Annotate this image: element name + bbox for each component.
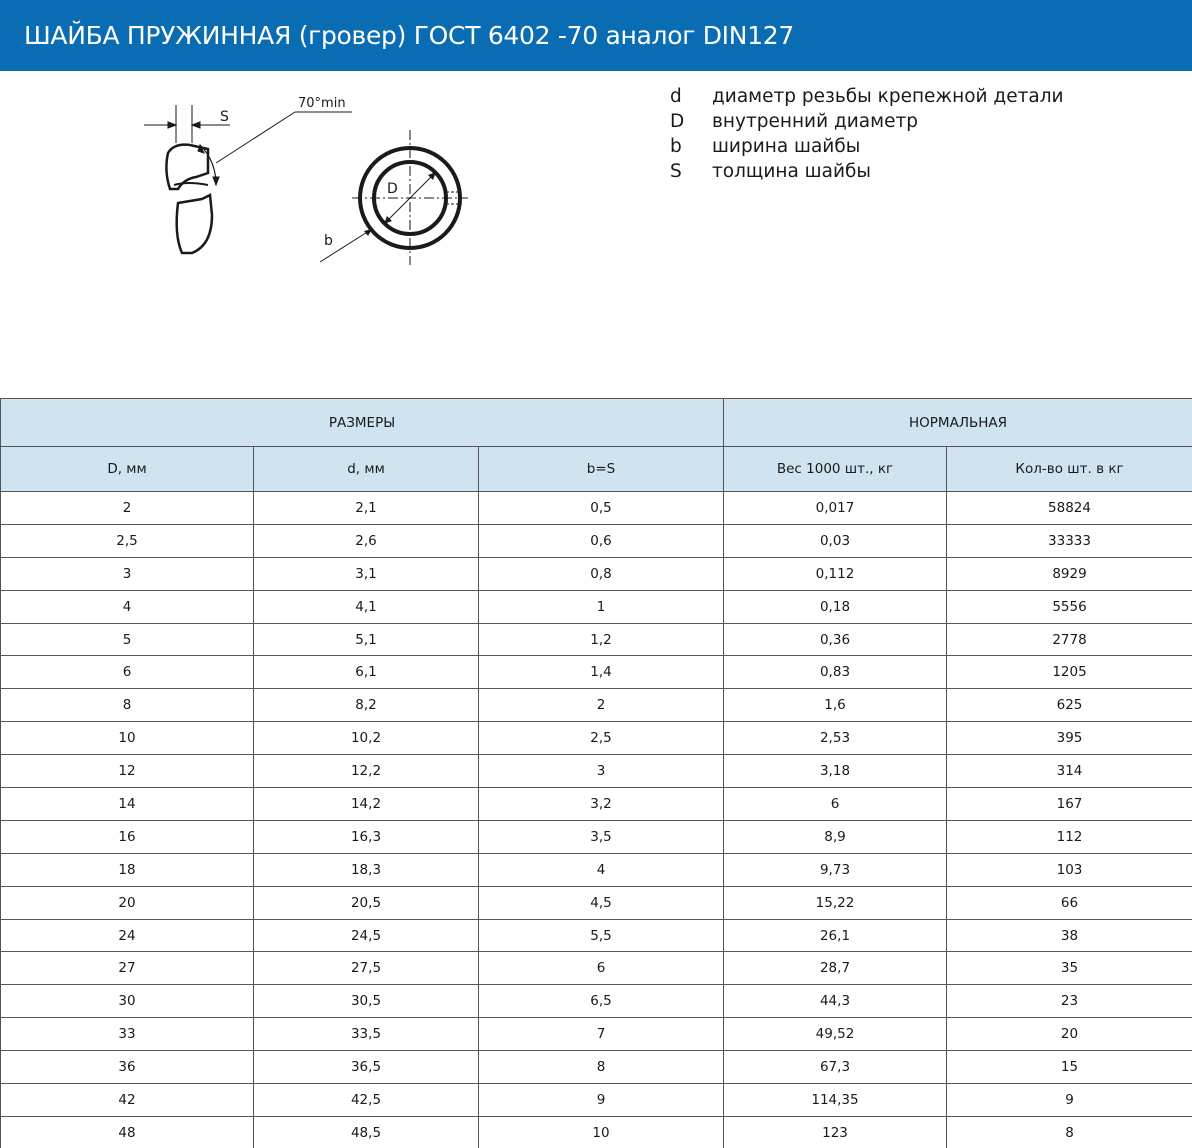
- table-cell: 30: [1, 985, 254, 1018]
- table-cell: 123: [724, 1116, 947, 1148]
- table-row: [1, 1051, 1192, 1084]
- table-cell: 1,6: [724, 689, 947, 722]
- table-cell: 2778: [947, 623, 1192, 656]
- table-cell: 28,7: [724, 952, 947, 985]
- table-cell: 5,1: [254, 623, 479, 656]
- table-cell: 3,1: [254, 557, 479, 590]
- table-cell: 15: [947, 1051, 1192, 1084]
- b-label: b: [324, 233, 333, 249]
- table-cell: 49,52: [724, 1018, 947, 1051]
- table-cell: 6: [479, 952, 724, 985]
- legend-item: [670, 84, 1064, 109]
- table-cell: 314: [947, 755, 1192, 788]
- table-cell: 18,3: [254, 853, 479, 886]
- table-row: [1, 886, 1192, 919]
- column-header: Вес 1000 шт., кг: [724, 447, 947, 492]
- table-cell: 2,53: [724, 722, 947, 755]
- legend-text: внутренний диаметр: [712, 111, 918, 132]
- table-cell: 0,36: [724, 623, 947, 656]
- legend-item: [670, 159, 1064, 184]
- table-cell: 18: [1, 853, 254, 886]
- table-cell: 10: [479, 1116, 724, 1148]
- table-row: [1, 755, 1192, 788]
- table-body: [1, 492, 1192, 1148]
- table-cell: 4,5: [479, 886, 724, 919]
- table-cell: 2,5: [479, 722, 724, 755]
- table-cell: 3,18: [724, 755, 947, 788]
- table-cell: 48,5: [254, 1116, 479, 1148]
- table-cell: 23: [947, 985, 1192, 1018]
- table-cell: 26,1: [724, 919, 947, 952]
- table-cell: 58824: [947, 492, 1192, 525]
- table-row: [1, 557, 1192, 590]
- table-row: [1, 1116, 1192, 1148]
- table-cell: 625: [947, 689, 1192, 722]
- table-cell: 36,5: [254, 1051, 479, 1084]
- table-cell: 114,35: [724, 1084, 947, 1117]
- legend-symbol: D: [670, 111, 685, 132]
- table-cell: 2: [479, 689, 724, 722]
- legend-text: диаметр резьбы крепежной детали: [712, 86, 1064, 107]
- table-cell: 3,2: [479, 788, 724, 821]
- table-row: [1, 1018, 1192, 1051]
- title-bar: [0, 0, 1192, 71]
- table-cell: 6,1: [254, 656, 479, 689]
- legend-text: толщина шайбы: [712, 161, 871, 182]
- table-row: [1, 722, 1192, 755]
- s-dimension: [144, 105, 230, 143]
- table-cell: 1,4: [479, 656, 724, 689]
- table-cell: 36: [1, 1051, 254, 1084]
- page-title: ШАЙБА ПРУЖИННАЯ (гровер) ГОСТ 6402 -70 аналог DIN127: [24, 21, 794, 50]
- table-cell: 167: [947, 788, 1192, 821]
- table-cell: 20: [947, 1018, 1192, 1051]
- table-row: [1, 820, 1192, 853]
- group-header-row: [1, 399, 1192, 447]
- table-cell: 8929: [947, 557, 1192, 590]
- table-row: [1, 623, 1192, 656]
- angle-label: 70°min: [298, 96, 346, 111]
- table-cell: 4,1: [254, 590, 479, 623]
- table-cell: 3: [479, 755, 724, 788]
- table-cell: 10,2: [254, 722, 479, 755]
- washer-drawing: [130, 85, 490, 285]
- table-cell: 33333: [947, 524, 1192, 557]
- column-header: d, мм: [254, 447, 479, 492]
- specs-table: [0, 398, 1192, 1148]
- table-cell: 8: [947, 1116, 1192, 1148]
- table-cell: 8: [479, 1051, 724, 1084]
- table-cell: 42: [1, 1084, 254, 1117]
- table-cell: 9,73: [724, 853, 947, 886]
- table-row: [1, 788, 1192, 821]
- table-cell: 12: [1, 755, 254, 788]
- table-cell: 27,5: [254, 952, 479, 985]
- table-cell: 24,5: [254, 919, 479, 952]
- table-cell: 8: [1, 689, 254, 722]
- table-cell: 5: [1, 623, 254, 656]
- table-cell: 0,112: [724, 557, 947, 590]
- table-cell: 20: [1, 886, 254, 919]
- table-row: [1, 1084, 1192, 1117]
- table-cell: 16: [1, 820, 254, 853]
- table-cell: 0,8: [479, 557, 724, 590]
- table-cell: 33: [1, 1018, 254, 1051]
- table-cell: 0,017: [724, 492, 947, 525]
- table-cell: 1: [479, 590, 724, 623]
- table-cell: 6: [724, 788, 947, 821]
- table-cell: 8,9: [724, 820, 947, 853]
- table-cell: 103: [947, 853, 1192, 886]
- table-cell: 27: [1, 952, 254, 985]
- table-cell: 8,2: [254, 689, 479, 722]
- table-cell: 33,5: [254, 1018, 479, 1051]
- table-cell: 6,5: [479, 985, 724, 1018]
- column-header: b=S: [479, 447, 724, 492]
- table-cell: 7: [479, 1018, 724, 1051]
- table-cell: 30,5: [254, 985, 479, 1018]
- legend-symbol: S: [670, 161, 682, 182]
- table-cell: 0,83: [724, 656, 947, 689]
- table-cell: 35: [947, 952, 1192, 985]
- table-cell: 0,03: [724, 524, 947, 557]
- table-cell: 2,1: [254, 492, 479, 525]
- table-cell: 48: [1, 1116, 254, 1148]
- table-cell: 0,5: [479, 492, 724, 525]
- table-row: [1, 952, 1192, 985]
- table-row: [1, 689, 1192, 722]
- table-cell: 5556: [947, 590, 1192, 623]
- table-row: [1, 853, 1192, 886]
- table-cell: 5,5: [479, 919, 724, 952]
- table-cell: 1205: [947, 656, 1192, 689]
- table-cell: 1,2: [479, 623, 724, 656]
- table-row: [1, 985, 1192, 1018]
- table-cell: 14,2: [254, 788, 479, 821]
- table-cell: 9: [479, 1084, 724, 1117]
- table-cell: 395: [947, 722, 1192, 755]
- legend-text: ширина шайбы: [712, 136, 861, 157]
- table-cell: 0,18: [724, 590, 947, 623]
- table-cell: 42,5: [254, 1084, 479, 1117]
- group-header-normal: НОРМАЛЬНАЯ: [724, 399, 1192, 447]
- table-cell: 14: [1, 788, 254, 821]
- table-row: [1, 492, 1192, 525]
- table-cell: 6: [1, 656, 254, 689]
- table-cell: 2,6: [254, 524, 479, 557]
- column-header: D, мм: [1, 447, 254, 492]
- column-header: Кол-во шт. в кг: [947, 447, 1192, 492]
- table-cell: 0,6: [479, 524, 724, 557]
- table-cell: 3: [1, 557, 254, 590]
- table-cell: 3,5: [479, 820, 724, 853]
- table-cell: 9: [947, 1084, 1192, 1117]
- table-row: [1, 524, 1192, 557]
- table-cell: 20,5: [254, 886, 479, 919]
- washer-diagram: [130, 85, 490, 285]
- table-cell: 16,3: [254, 820, 479, 853]
- table-cell: 67,3: [724, 1051, 947, 1084]
- column-header-row: [1, 447, 1192, 492]
- s-label: S: [220, 109, 229, 125]
- table-row: [1, 590, 1192, 623]
- table-row: [1, 656, 1192, 689]
- table-cell: 38: [947, 919, 1192, 952]
- table-row: [1, 919, 1192, 952]
- washer-front-view: [320, 130, 468, 265]
- legend-symbol: b: [670, 136, 682, 157]
- legend-symbol: d: [670, 86, 682, 107]
- table-cell: 2,5: [1, 524, 254, 557]
- table-cell: 44,3: [724, 985, 947, 1018]
- legend-item: [670, 109, 1064, 134]
- table-cell: 66: [947, 886, 1192, 919]
- table-cell: 112: [947, 820, 1192, 853]
- legend-item: [670, 134, 1064, 159]
- table-cell: 4: [479, 853, 724, 886]
- table-cell: 15,22: [724, 886, 947, 919]
- washer-side-view: [166, 145, 212, 253]
- table-cell: 2: [1, 492, 254, 525]
- legend: [670, 84, 1064, 184]
- table-cell: 4: [1, 590, 254, 623]
- d-label: D: [387, 181, 398, 197]
- group-header-dimensions: РАЗМЕРЫ: [1, 399, 724, 447]
- table-cell: 24: [1, 919, 254, 952]
- table-cell: 12,2: [254, 755, 479, 788]
- table-cell: 10: [1, 722, 254, 755]
